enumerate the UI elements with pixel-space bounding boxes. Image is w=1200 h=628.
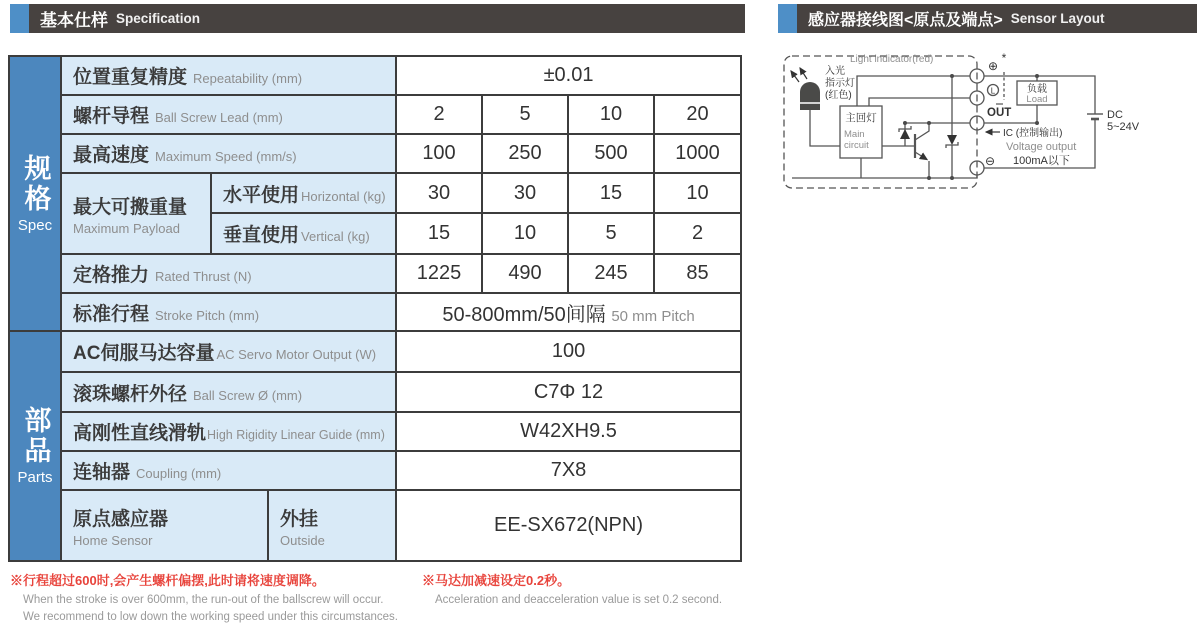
footnote-en-line1: Acceleration and deacceleration value is set 0.2 second. [435,594,723,606]
row-label-vertical [211,213,396,254]
stroke-value-zh: 50-800mm/50间隔 [442,303,606,326]
specification-header-body [29,4,745,33]
label-en: Rated Thrust (N) [155,269,252,284]
footnote-acceleration [422,570,752,609]
label-en: Horizontal (kg) [301,188,386,204]
label-zh: 连轴器 [73,462,131,483]
footnote-stroke-warning [10,570,415,625]
transistor-emitter-arrow-icon [915,152,927,160]
row-label-max-payload [61,173,211,254]
value-vertical-3: 5 [568,213,654,254]
led-label-zh-2: 指示灯 [825,78,855,89]
light-circle-letter: L [990,86,996,96]
blue-accent-square [10,4,29,33]
table-row [9,254,741,293]
main-circuit-label-en-2: circuit [844,140,869,151]
row-label-home-sensor [61,490,268,561]
label-zh: AC伺服马达容量 [73,343,215,364]
sensor-layout-title-zh: 感应器接线图<原点及端点> [808,12,1003,29]
light-indicator-label: Light indicator(red) [850,54,934,65]
footnote-en-line1: When the stroke is over 600mm, the run-out of the ballscrew will occur. [23,594,384,606]
junction-dot [1035,121,1039,125]
section-spec-zh: 规格 [20,153,51,214]
row-label-max-speed [61,134,396,173]
label-en: Ball Screw Lead (mm) [155,110,283,125]
value-lead-3: 10 [568,95,654,134]
label-en: Home Sensor [73,532,153,548]
table-row [9,451,741,490]
table-row [9,412,741,451]
row-label-stroke-pitch [61,293,396,331]
table-row [9,331,741,372]
row-label-servo-output [61,331,396,372]
specification-title-zh: 基本仕样 [40,11,108,30]
value-speed-1: 100 [396,134,482,173]
value-horizontal-2: 30 [482,173,568,213]
row-label-horizontal [211,173,396,213]
load-label-en: Load [1026,94,1048,105]
led-label-zh-1: 入光 [825,66,845,77]
asterisk-mark: * [1001,51,1007,65]
label-en: AC Servo Motor Output (W) [216,347,377,362]
led-label-zh-3: (红色) [825,90,852,101]
row-label-rated-thrust [61,254,396,293]
out-label: OUT [987,107,1012,119]
zener-diode-icon [947,135,957,145]
label-en: Outside [280,532,325,548]
payload-label-stack [73,192,210,236]
value-servo-output: 100 [396,331,741,372]
light-ray-arrow-icon [791,71,799,82]
section-spec-en: Spec [17,216,53,234]
row-label-ball-screw-dia [61,372,396,412]
row-label-outside [268,490,396,561]
label-zh: 定格推力 [73,265,150,286]
value-ball-screw-dia: C7Φ 12 [396,372,741,412]
home-sensor-label-stack [73,504,267,548]
value-home-sensor: EE-SX672(NPN) [396,490,741,561]
label-zh: 高刚性直线滑轨 [73,423,207,444]
ground-rail [792,175,977,178]
outside-label-stack [280,504,395,548]
value-linear-guide: W42XH9.5 [396,412,741,451]
junction-dot [903,121,907,125]
label-zh: 最大可搬重量 [73,196,188,218]
row-label-repeatability [61,56,396,95]
sensor-wiring-diagram [772,46,1200,206]
specification-title-en: Specification [116,11,201,26]
light-terminal-wire [869,98,970,106]
row-label-coupling [61,451,396,490]
specification-header-bar [10,4,745,33]
footnote-zh: ※行程超过600时,会产生螺杆偏摆,此时请将速度调降。 [10,573,325,588]
value-horizontal-3: 15 [568,173,654,213]
label-en: Maximum Speed (mm/s) [155,149,297,164]
value-horizontal-4: 10 [654,173,741,213]
minus-circle-icon: ⊖ [984,154,996,168]
value-repeatability: ±0.01 [396,56,741,95]
junction-dot [950,74,954,78]
plus-circle-icon: ⊕ [987,59,999,73]
value-speed-4: 1000 [654,134,741,173]
dc-label: DC [1107,109,1123,121]
label-zh: 滚珠螺杆外径 [73,383,188,405]
value-vertical-1: 15 [396,213,482,254]
label-en: Repeatability (mm) [193,71,303,86]
value-coupling: 7X8 [396,451,741,490]
label-zh: 标准行程 [73,303,150,325]
led-wire [810,110,840,146]
label-zh: 最高速度 [73,145,150,166]
value-lead-2: 5 [482,95,568,134]
section-parts-zh: 部品 [20,406,51,466]
vplus-wire [857,76,970,106]
sensor-layout-title-en: Sensor Layout [1010,11,1105,26]
label-en: High Rigidity Linear Guide (mm) [207,428,385,442]
label-zh: 垂直使用 [223,225,300,246]
table-row [9,372,741,412]
value-thrust-3: 245 [568,254,654,293]
load-label-zh: 负载 [1027,84,1047,95]
ic-label: IC (控制输出) [1003,128,1063,139]
sensor-layout-header-body [797,4,1197,33]
label-en: Maximum Payload [73,220,180,236]
junction-dot [1035,74,1039,78]
junction-dot [927,176,931,180]
label-en: Stroke Pitch (mm) [155,307,260,323]
value-thrust-4: 85 [654,254,741,293]
main-circuit-label-zh: 主回灯 [845,112,877,124]
table-row [9,134,741,173]
spec-table [8,55,742,562]
label-en: Ball Screw Ø (mm) [193,387,303,403]
table-row [9,56,741,95]
value-vertical-4: 2 [654,213,741,254]
collector-wire [915,123,929,140]
label-en: Coupling (mm) [136,466,222,481]
stroke-value-en: 50 mm Pitch [611,307,695,325]
blue-accent-square [778,4,797,33]
voltage-output-label: Voltage output [1006,141,1077,153]
value-lead-4: 20 [654,95,741,134]
row-label-linear-guide [61,412,396,451]
label-en: Vertical (kg) [301,229,370,244]
value-lead-1: 2 [396,95,482,134]
value-thrust-2: 490 [482,254,568,293]
section-parts-en: Parts [17,469,53,486]
footnote-en-line2: We recommend to low down the working speed under this circumstances. [23,610,398,623]
label-zh: 位置重复精度 [73,67,188,88]
junction-dot [927,121,931,125]
table-row [9,173,741,213]
sensor-layout-header-bar [778,4,1197,33]
label-zh: 水平使用 [223,184,300,206]
footnote-zh: ※马达加减速设定0.2秒。 [422,573,571,588]
label-zh: 外挂 [280,508,319,530]
table-row [9,95,741,134]
value-stroke [396,293,741,331]
current-limit-label: 100mA以下 [1013,155,1070,167]
value-horizontal-1: 30 [396,173,482,213]
table-row [9,490,741,561]
label-zh: 原点感应器 [73,508,169,530]
row-label-ball-screw-lead [61,95,396,134]
section-header-spec [9,56,61,331]
label-zh: 螺杆导程 [73,106,150,127]
value-speed-2: 250 [482,134,568,173]
value-speed-3: 500 [568,134,654,173]
junction-dot [950,176,954,180]
led-icon [800,82,820,110]
light-ray-arrow-icon [800,68,807,79]
main-circuit-label-en-1: Main [844,129,865,140]
value-vertical-2: 10 [482,213,568,254]
zener-diode-icon [900,129,910,139]
table-row [9,293,741,331]
section-header-parts [9,331,61,561]
value-thrust-1: 1225 [396,254,482,293]
dc-voltage-label: 5~24V [1107,121,1140,133]
